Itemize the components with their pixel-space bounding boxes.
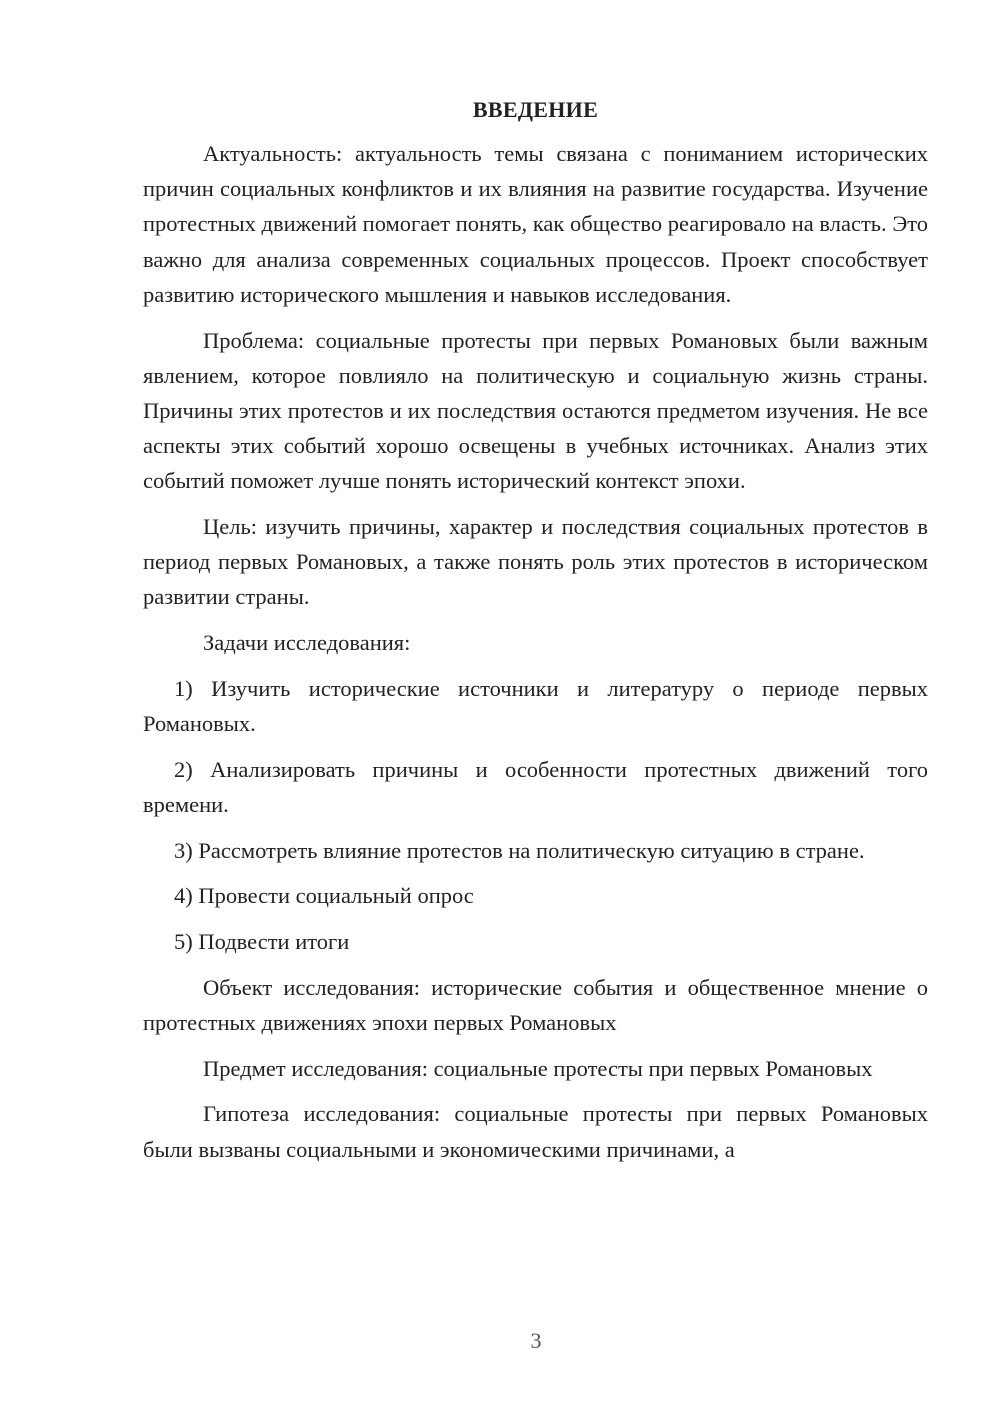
relevance-paragraph: Актуальность: актуальность темы связана с пониманием исторических причин социальных конфликтов и их влияния на развитие государства. Изучение протестных движений помогает понять, как общество реагировало на власть. Это важно для анализа современных социальных процессов. Проект способствует развитию исторического мышления и навыков исследования. (143, 141, 928, 307)
task-item-3: 3) Рассмотреть влияние протестов на политическую ситуацию в стране. (174, 837, 865, 863)
subject-paragraph: Предмет исследования: социальные протесты при первых Романовых (203, 1055, 873, 1081)
task-item-2: 2) Анализировать причины и особенности протестных движений того времени. (143, 756, 928, 817)
task-item-4: 4) Провести социальный опрос (174, 883, 474, 909)
hypothesis-paragraph: Гипотеза исследования: социальные протесты при первых Романовых были вызваны социальными и экономическими причинами, а (143, 1101, 928, 1162)
page-content (143, 92, 928, 1177)
task-item-5: 5) Подвести итоги (174, 929, 350, 955)
page-number: 3 (530, 1328, 542, 1353)
task-item-1: 1) Изучить исторические источники и литературу о периоде первых Романовых. (143, 675, 928, 737)
object-paragraph: Объект исследования: исторические события и общественное мнение о протестных движениях эпохи первых Романовых (143, 974, 928, 1035)
tasks-heading: Задачи исследования: (203, 630, 411, 656)
goal-paragraph: Цель: изучить причины, характер и последствия социальных протестов в период первых Романовых, а также понять роль этих протестов в историческом развитии страны. (143, 514, 928, 610)
section-heading: ВВЕДЕНИЕ (472, 97, 599, 122)
problem-paragraph: Проблема: социальные протесты при первых Романовых были важным явлением, которое повлияло на политическую и социальную жизнь страны. Причины этих протестов и их последствия остаются предметом изучения. Не все аспекты этих событий хорошо освещены в учебных источниках. Анализ этих событий поможет лучше понять исторический контекст эпохи. (143, 327, 928, 494)
